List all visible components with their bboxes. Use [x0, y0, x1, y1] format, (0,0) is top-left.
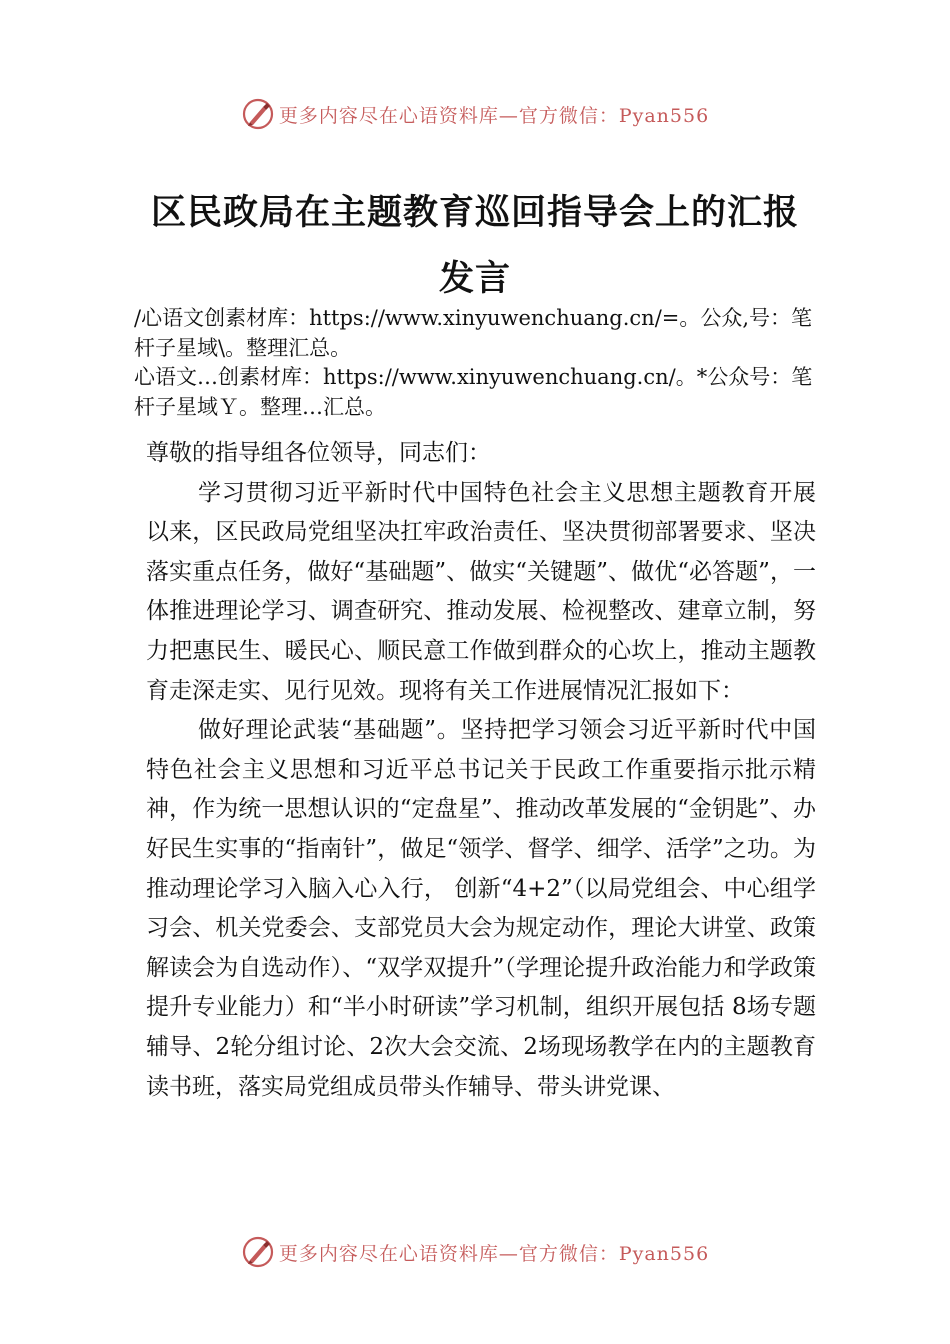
pen-seal-logo-icon [241, 97, 275, 131]
salutation: 尊敬的指导组各位领导，同志们： [146, 440, 491, 466]
header-banner [0, 94, 950, 134]
document-body [146, 434, 816, 1107]
source-line: /心语文创素材库：https://www.xinyuwenchuang.cn/=。公众,号：笔杆子星域\。整理汇总。 [134, 306, 813, 360]
header-banner-text: 更多内容尽在心语资料库—官方微信：Pyan556 [278, 104, 710, 127]
body-paragraph: 做好理论武装“基础题”。坚持把学习领会习近平新时代中国特色社会主义思想和习近平总书记关于民政工作重要指示批示精神，作为统一思想认识的“定盘星”、推动改革发展的“金钥匙”、办好民生实事的“指南针”，做足“领学、督学、细学、活学”之功。为推动理论学习入脑入心入行， 创新“4+2”（以局党组会、中心组学习会、机关党委会、支部党员大会为规定动作，理论大讲堂、政策解读会为自选动作）、“双学双提升”（学理论提升政治能力和学政策提升专业能力）和“半小时研读”学习机制，组织开展包括 8场专题辅导、2轮分组讨论、2次大会交流、2场现场教学在内的主题教育读书班，落实局党组成员带头作辅导、带头讲党课、 [146, 717, 816, 1100]
footer-banner-text: 更多内容尽在心语资料库—官方微信：Pyan556 [278, 1242, 710, 1265]
pen-seal-logo-icon [241, 1235, 275, 1269]
source-line: 心语文…创素材库：https://www.xinyuwenchuang.cn/。*公众号：笔杆子星域Ｙ。整理…汇总。 [134, 365, 813, 419]
source-notes [134, 304, 824, 422]
document-title: 区民政局在主题教育巡回指导会上的汇报发言 [150, 192, 799, 299]
body-paragraph: 学习贯彻习近平新时代中国特色社会主义思想主题教育开展以来，区民政局党组坚决扛牢政治责任、坚决贯彻部署要求、坚决落实重点任务，做好“基础题”、做实“关键题”、做优“必答题”，一体推进理论学习、调查研究、推动发展、检视整改、建章立制，努力把惠民生、暖民心、顺民意工作做到群众的心坎上，推动主题教育走深走实、见行见效。现将有关工作进展情况汇报如下： [146, 479, 816, 704]
footer-banner [0, 1232, 950, 1272]
